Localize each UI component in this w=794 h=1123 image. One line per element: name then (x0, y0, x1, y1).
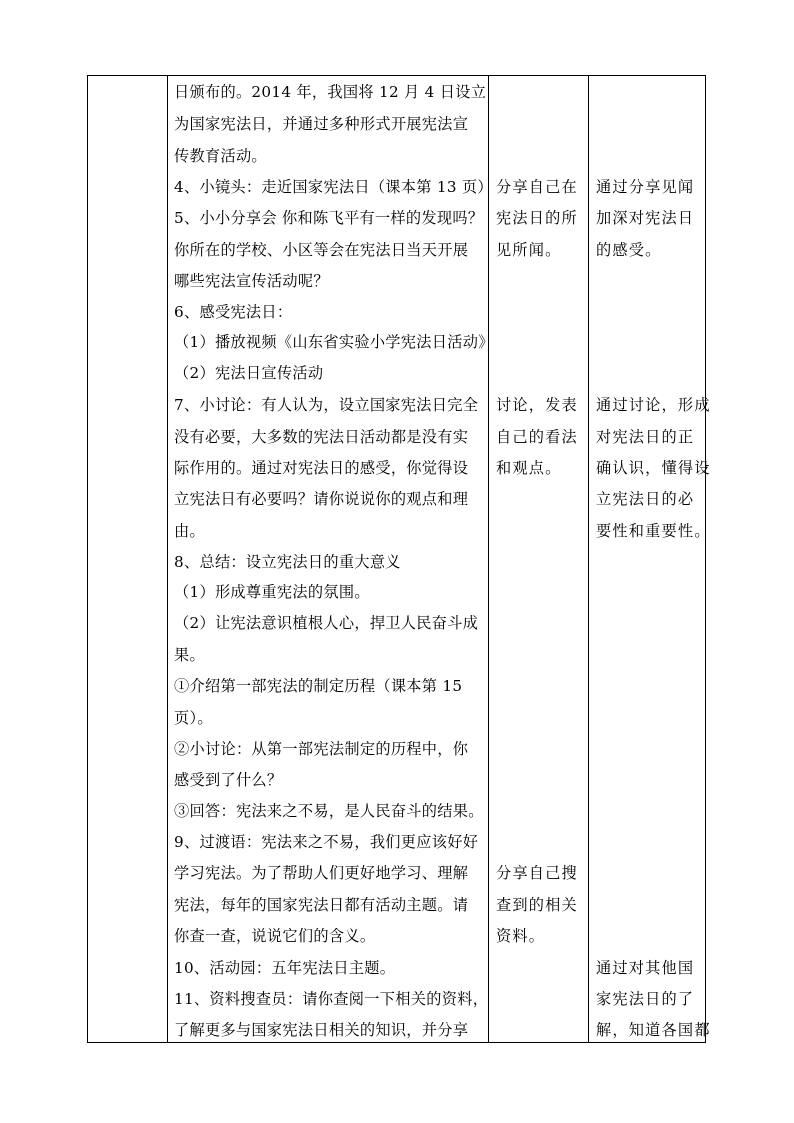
content-line: （2）让宪法意识植根人心，捍卫人民奋斗成 (174, 614, 479, 632)
content-line: 9、过渡语：宪法来之不易，我们更应该好好 (174, 833, 479, 851)
content-line: 页）。 (174, 709, 213, 727)
column-divider (488, 76, 489, 1042)
student-line: 见所闻。 (496, 241, 562, 259)
student-line: 资料。 (496, 927, 546, 945)
intent-line: 通过对其他国 (596, 959, 695, 977)
column-divider (588, 76, 589, 1042)
content-line: 感受到了什么？ (174, 771, 283, 789)
content-line: 8、总结：设立宪法日的重大意义 (174, 553, 401, 571)
content-line: ①介绍第一部宪法的制定历程（课本第 15 (174, 677, 463, 695)
content-line: 宪法，每年的国家宪法日都有活动主题。请 (174, 896, 469, 914)
intent-line: 要性和重要性。 (596, 522, 711, 540)
content-line: 了解更多与国家宪法日相关的知识，并分享 (174, 1021, 469, 1039)
intent-line: 确认识，懂得设 (596, 459, 711, 477)
content-line: 学习宪法。为了帮助人们更好地学习、理解 (174, 864, 469, 882)
content-line: （1）播放视频《山东省实验小学宪法日活动》 (174, 333, 494, 351)
content-line: 10、活动园：五年宪法日主题。 (174, 959, 396, 977)
student-line: 自己的看法 (496, 428, 578, 446)
content-line: 5、小小分享会 你和陈飞平有一样的发现吗？ (174, 209, 484, 227)
content-line: 际作用的。通过对宪法日的感受，你觉得设 (174, 459, 469, 477)
student-line: 和观点。 (496, 459, 562, 477)
content-line: （1）形成尊重宪法的氛围。 (174, 583, 370, 601)
intent-line: 立宪法日的必 (596, 490, 695, 508)
content-line: 哪些宪法宣传活动呢？ (174, 272, 329, 290)
content-line: 没有必要，大多数的宪法日活动都是没有实 (174, 428, 469, 446)
intent-line: 家宪法日的了 (596, 990, 695, 1008)
content-line: ③回答：宪法来之不易，是人民奋斗的结果。 (174, 802, 484, 820)
intent-line: 的感受。 (596, 241, 662, 259)
content-line: 你查一查，说说它们的含义。 (174, 927, 376, 945)
content-line: 4、小镜头：走近国家宪法日（课本第 13 页） (174, 178, 493, 196)
student-line: 查到的相关 (496, 896, 578, 914)
content-line: 立宪法日有必要吗？请你说说你的观点和理 (174, 490, 469, 508)
content-line: 日颁布的。2014 年，我国将 12 月 4 日设立 (174, 83, 487, 101)
intent-line: 加深对宪法日 (596, 209, 695, 227)
content-line: 你所在的学校、小区等会在宪法日当天开展 (174, 241, 469, 259)
intent-line: 通过讨论，形成 (596, 396, 711, 414)
content-line: 传教育活动。 (174, 147, 267, 165)
intent-line: 对宪法日的正 (596, 428, 695, 446)
content-line: ②小讨论：从第一部宪法制定的历程中，你 (174, 740, 469, 758)
lesson-plan-table (87, 75, 711, 1043)
content-line: （2）宪法日宣传活动 (174, 364, 324, 382)
column-divider (167, 76, 168, 1042)
content-line: 6、感受宪法日： (174, 303, 293, 321)
student-line: 讨论，发表 (496, 396, 578, 414)
content-line: 为国家宪法日，并通过多种形式开展宪法宣 (174, 115, 469, 133)
intent-line: 通过分享见闻 (596, 178, 695, 196)
content-line: 果。 (174, 646, 205, 664)
content-line: 7、小讨论：有人认为，设立国家宪法日完全 (174, 396, 479, 414)
student-line: 分享自己在 (496, 178, 578, 196)
content-line: 11、资料搜查员：请你查阅一下相关的资料， (174, 990, 489, 1008)
student-line: 宪法日的所 (496, 209, 578, 227)
intent-line: 解，知道各国都 (596, 1021, 711, 1039)
student-line: 分享自己搜 (496, 864, 578, 882)
content-line: 由。 (174, 522, 205, 540)
